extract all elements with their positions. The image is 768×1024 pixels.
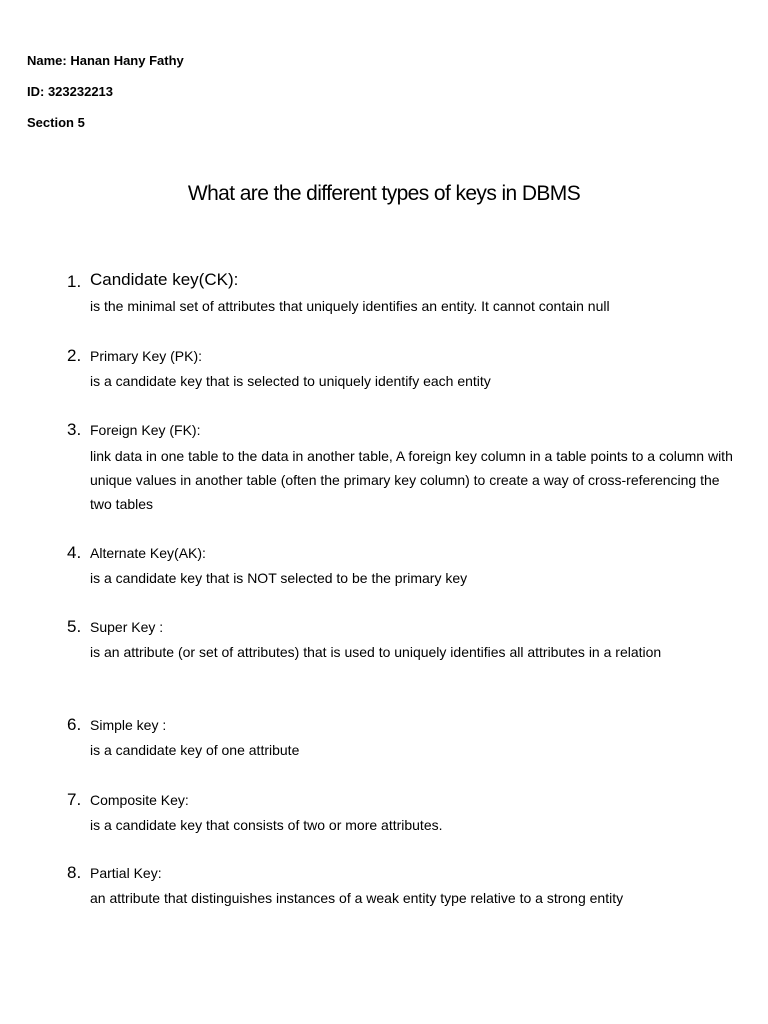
item-description: is a candidate key that is NOT selected to be the primary key [90,570,468,586]
item-number: 7. [67,790,82,809]
item-description: is the minimal set of attributes that uniquely identifies an entity. It cannot contain null [90,298,610,314]
item-description: link data in one table to the data in another table, A foreign key column in a table points to a column with unique values in another table (often the primary key column) to create a way of cross-referencing the two tables [90,448,733,512]
item-number: 6. [67,715,82,734]
item-description: is a candidate key that consists of two or more attributes. [90,817,443,833]
item-description: is a candidate key that is selected to uniquely identify each entity [90,373,491,389]
item-number: 3. [67,420,82,439]
item-description: is an attribute (or set of attributes) that is used to uniquely identifies all attributes in a relation [90,644,662,660]
item-description: an attribute that distinguishes instances of a weak entity type relative to a strong entity [90,890,624,906]
document-title: What are the different types of keys in DBMS [187,182,581,205]
item-heading: Partial Key: [90,865,162,881]
item-heading: Candidate key(CK): [90,270,239,289]
item-heading: Composite Key: [90,792,189,808]
item-heading: Primary Key (PK): [90,348,203,364]
student-id: ID: 323232213 [27,84,114,99]
item-heading: Super Key : [90,619,164,635]
item-number: 4. [67,543,82,562]
item-heading: Alternate Key(AK): [90,545,206,561]
item-number: 5. [67,617,82,636]
item-heading: Simple key : [90,717,167,733]
item-description: is a candidate key of one attribute [90,742,300,758]
item-number: 8. [67,863,82,882]
section-label: Section 5 [27,115,85,130]
item-heading: Foreign Key (FK): [90,422,201,438]
item-number: 1. [67,272,82,291]
item-number: 2. [67,346,82,365]
student-name: Name: Hanan Hany Fathy [27,53,184,68]
